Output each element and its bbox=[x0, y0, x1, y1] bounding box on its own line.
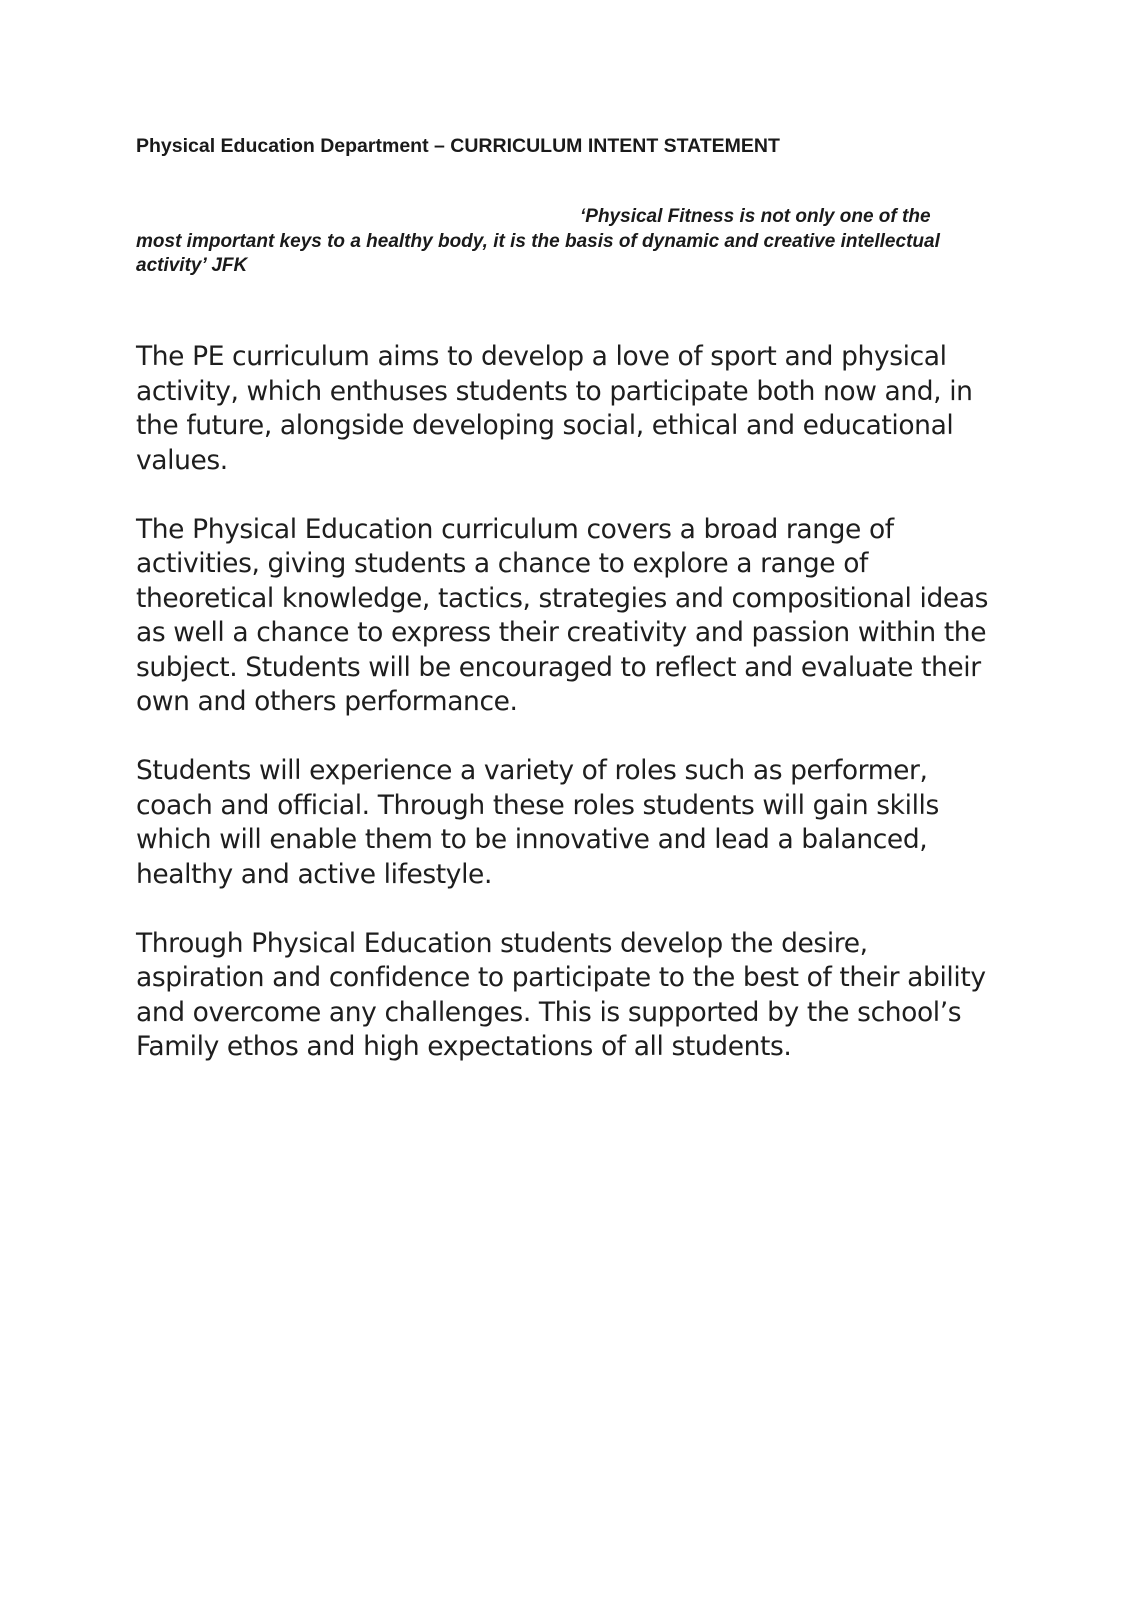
paragraph: The PE curriculum aims to develop a love of sport and physical activity, which enthuses students to participate both now and, in the future, alongside developing social, ethical and educational values. bbox=[136, 341, 973, 476]
document-title: Physical Education Department – CURRICULUM INTENT STATEMENT bbox=[136, 135, 780, 157]
body-text bbox=[136, 340, 996, 1099]
paragraph: The Physical Education curriculum covers a broad range of activities, giving students a chance to explore a range of theoretical knowledge, tactics, strategies and compositional ideas as well a chance to express their creativity and passion within the subject. Students will be encouraged to reflect and evaluate their own and others performance. bbox=[136, 513, 989, 717]
paragraph: Students will experience a variety of roles such as performer, coach and official. Through these roles students will gain skills which will enable them to be innovative and lead a balanced, healthy and active lifestyle. bbox=[136, 755, 939, 890]
jfk-quote: ‘Physical Fitness is not only one of the most important keys to a healthy body, it is the basis of dynamic and creative intellectual activity’ JFK bbox=[136, 206, 940, 276]
paragraph: Through Physical Education students develop the desire, aspiration and confidence to participate to the best of their ability and overcome any challenges. This is supported by the school’s Family ethos and high expectations of all students. bbox=[136, 927, 986, 1062]
